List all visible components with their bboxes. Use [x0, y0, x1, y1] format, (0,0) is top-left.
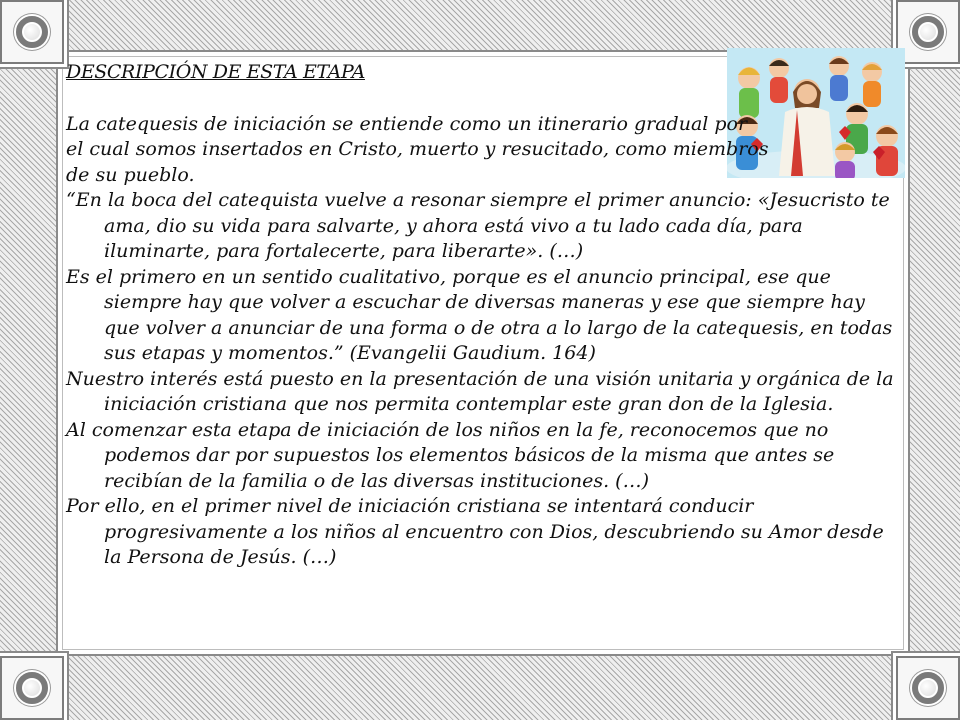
ring-icon	[16, 16, 48, 48]
paragraph-quote-start: “En la boca del catequista vuelve a resonar siempre el primer anuncio: «Jesucristo te ama, dio su vida para salvarte, y ahora está vivo a tu lado cada día, para iluminarte, para fortalecerte, para liberarte». (…)	[66, 189, 890, 262]
frame-bottom	[0, 656, 960, 720]
frame-top	[0, 0, 960, 50]
frame-right	[910, 0, 960, 720]
paragraph-first-level: Por ello, en el primer nivel de iniciación cristiana se intentará conducir progresivamente a los niños al encuentro con Dios, descubriendo su Amor desde la Persona de Jesús. (…)	[66, 495, 884, 568]
ring-icon	[912, 672, 944, 704]
paragraph-interest: Nuestro interés está puesto en la presentación de una visión unitaria y orgánica de la iniciación cristiana que nos permita contemplar este gran don de la Iglesia.	[66, 367, 894, 415]
intro-line: de su pueblo.	[66, 163, 195, 186]
corner-ornament-bottom-left	[0, 656, 64, 720]
ring-icon	[912, 16, 944, 48]
frame-left	[0, 0, 56, 720]
corner-ornament-bottom-right	[896, 656, 960, 720]
paragraph-quote-end: Es el primero en un sentido cualitativo, porque es el anuncio principal, ese que siempre hay que volver a escuchar de diversas maneras y ese que siempre hay que volver a anunciar de una forma o de otra a lo largo de la catequesis, en todas sus etapas y momentos.” (Evangelii Gaudium. 164)	[66, 265, 893, 364]
ring-icon	[16, 672, 48, 704]
section-heading: DESCRIPCIÓN DE ESTA ETAPA	[66, 61, 365, 83]
corner-ornament-top-right	[896, 0, 960, 64]
document-body	[66, 56, 904, 571]
intro-line: el cual somos insertados en Cristo, muerto y resucitado, como miembros	[66, 138, 769, 160]
intro-line: La catequesis de iniciación se entiende como un itinerario gradual por	[66, 112, 748, 135]
corner-ornament-top-left	[0, 0, 64, 64]
paragraph-stage-start: Al comenzar esta etapa de iniciación de los niños en la fe, reconocemos que no podemos dar por supuestos los elementos básicos de la misma que antes se recibían de la familia o de las diversas instituciones. (…)	[66, 418, 835, 492]
